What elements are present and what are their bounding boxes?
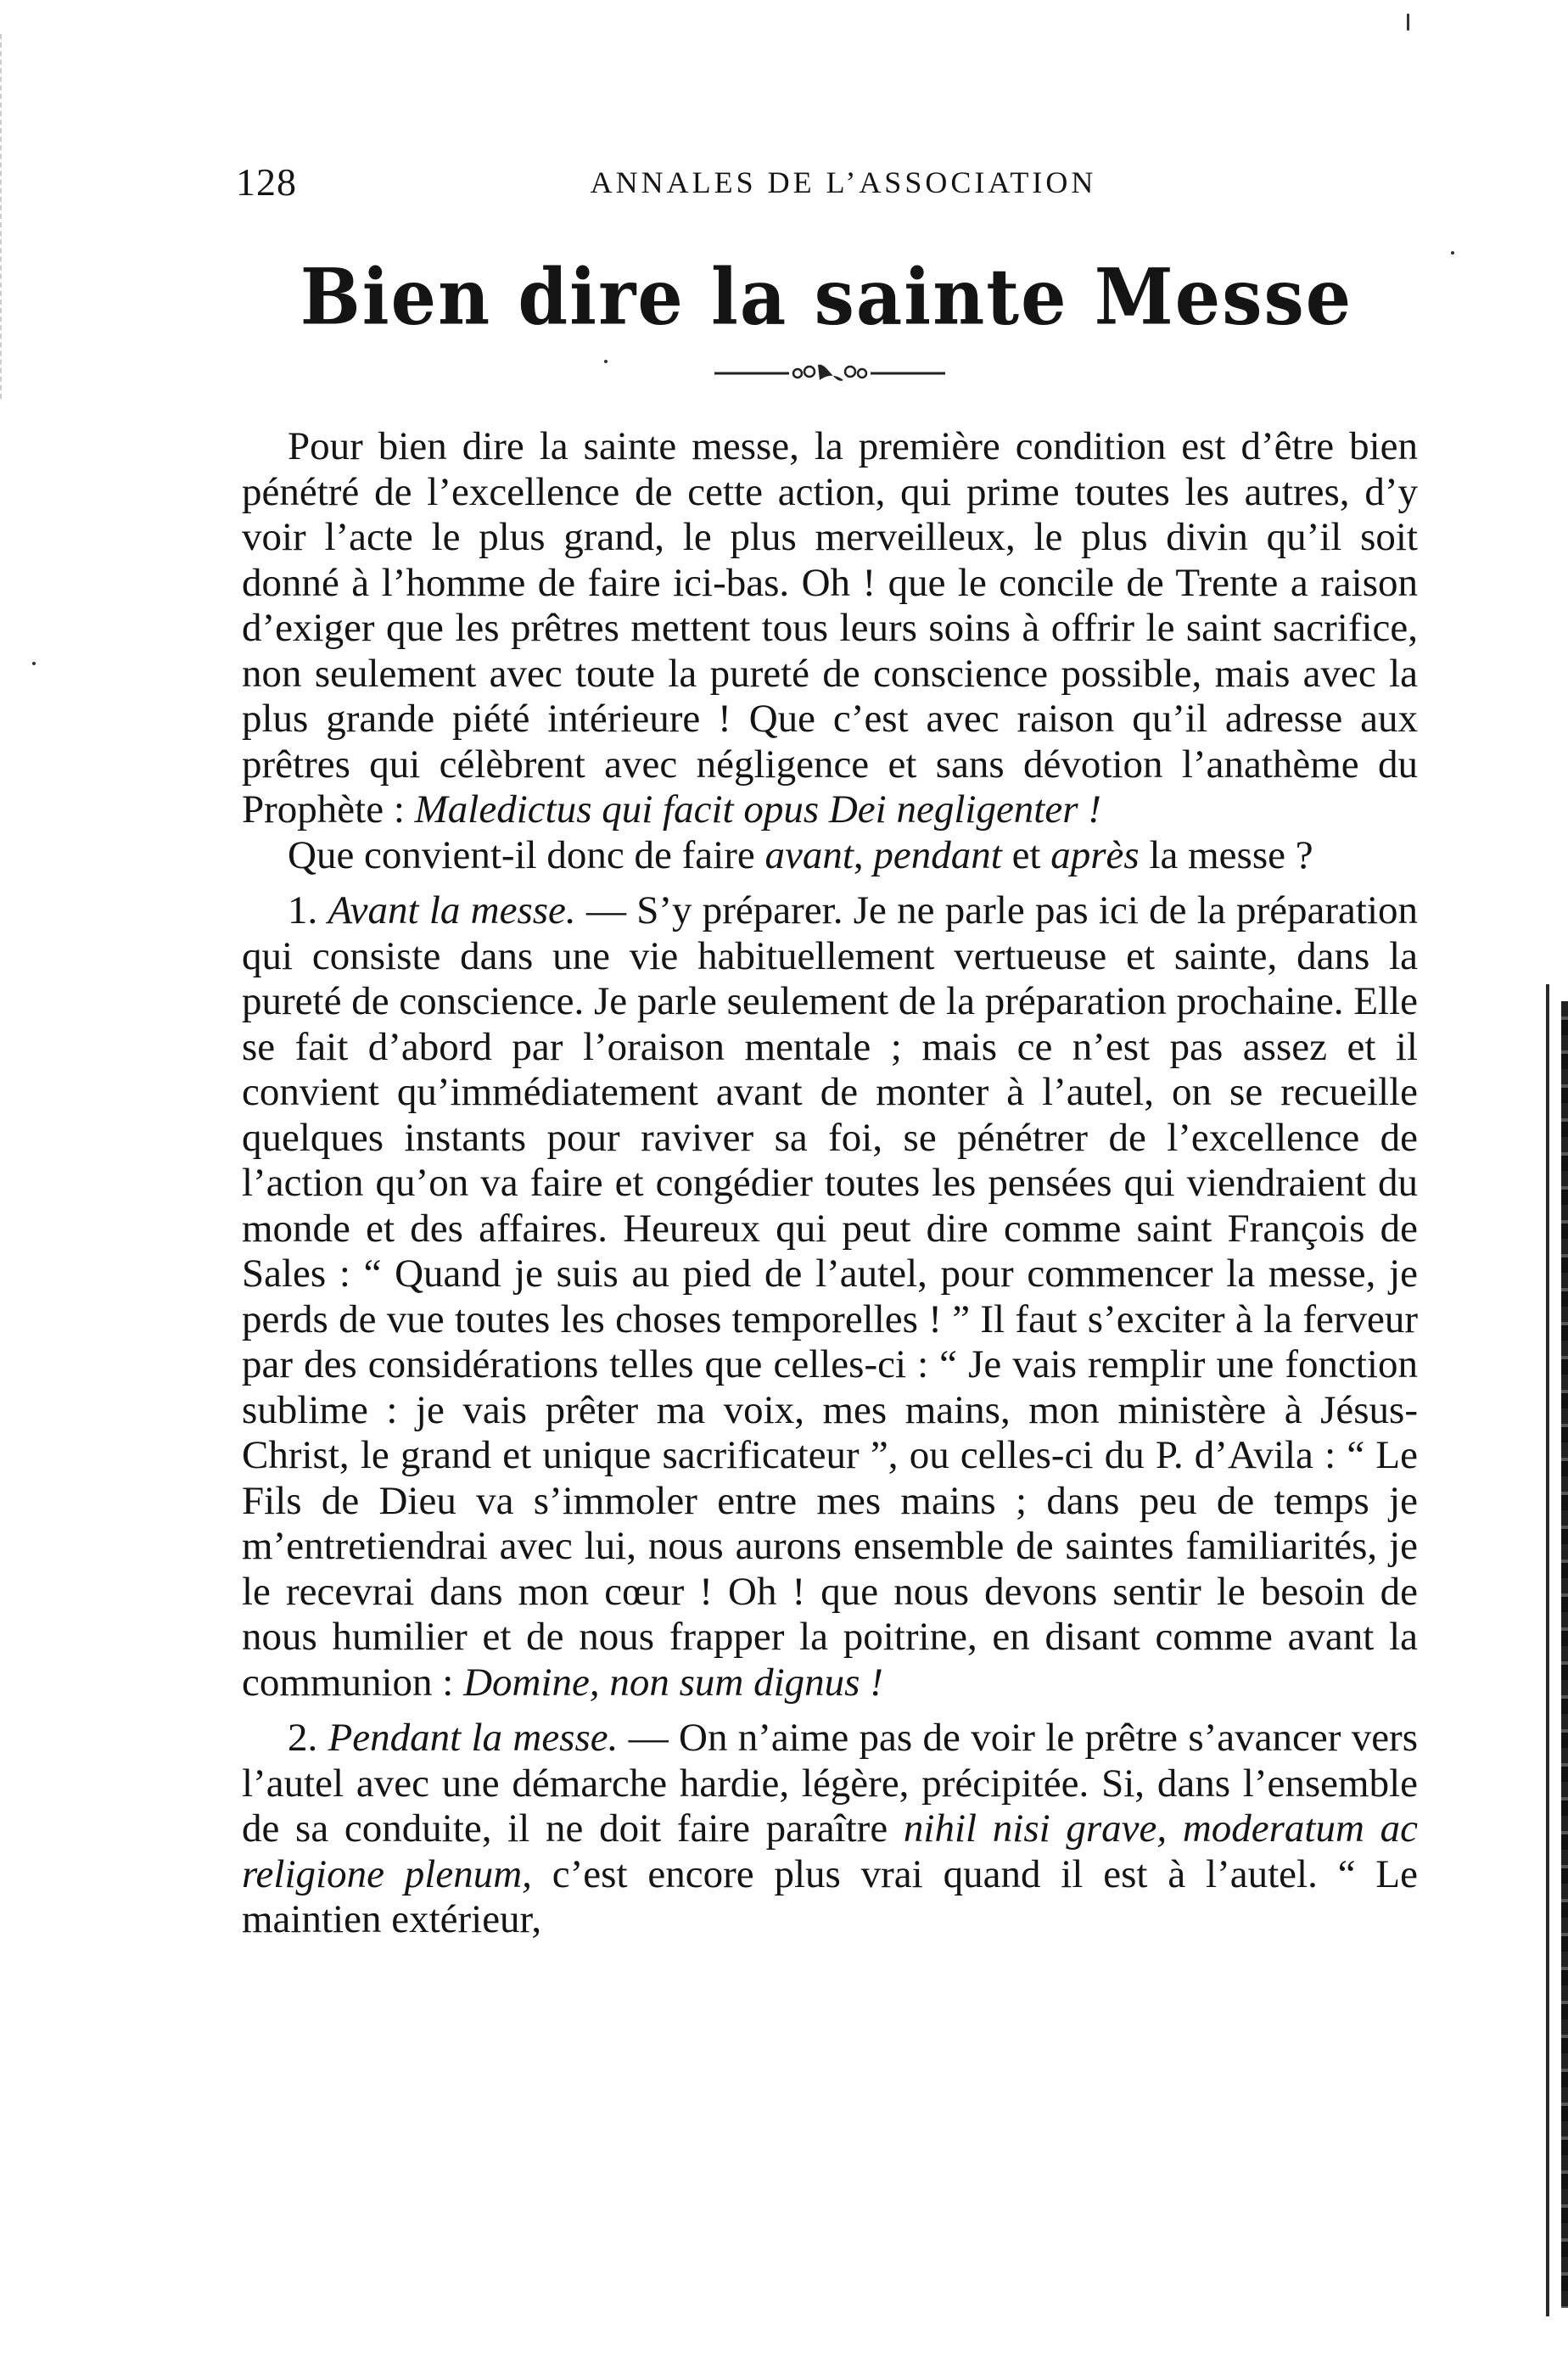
scan-speck — [32, 662, 36, 665]
scan-edge-right — [1561, 1001, 1568, 2308]
latin-quote: nihil nisi grave, moderatum ac religione plenum, — [242, 1806, 1418, 1896]
scan-speck — [1451, 251, 1454, 255]
text-run: — S’y préparer. Je ne parle pas ici de la préparation qui consiste dans une vie habituellement vertueuse et sainte, dans la pureté de conscience. Je parle seulement de la préparation prochaine. Elle se fait d’abord par l’oraison mentale ; mais ce n’est pas assez et il convient qu’immédiatement avant de monter à l’autel, on se recueille quelques instants pour raviver sa foi, se pénétrer de l’excellence de l’action qu’on va faire et congédier toutes les pensées qui viendraient du monde et des affaires. Heureux qui peut dire comme saint François de Sales : “ Quand je suis au pied de l’autel, pour commencer la messe, je perds de vue toutes les choses temporelles ! ” Il faut s’exciter à la ferveur par des considérations telles que celles-ci : “ Je vais remplir une fonction sublime : je vais prêter ma voix, mes mains, mon ministère à Jésus-Christ, le grand et unique sacrificateur ”, ou celles-ci du P. d’Avila : “ Le Fils de Dieu va s’immoler entre mes mains ; dans peu de temps je m’entretiendrai avec lui, nous aurons ensemble de saintes familiarités, je le recevrai dans mon cœur ! Oh ! que nous devons sentir le besoin de nous humilier et de nous frapper la poitrine, en disant comme avant la communion : — [242, 888, 1419, 1705]
emphasis-avant: avant — [764, 832, 854, 877]
scan-speck — [1407, 14, 1409, 31]
latin-quote: Maledictus qui facit opus Dei negligenter ! — [414, 787, 1101, 832]
text-run: c’est encore plus vrai quand il est à l’autel. “ Le maintien extérieur, — [242, 1851, 1418, 1941]
page-number: 128 — [236, 160, 297, 204]
section-number: 2. — [288, 1716, 328, 1760]
scan-edge-right-line — [1546, 984, 1549, 2316]
text-run: et — [1001, 832, 1051, 877]
running-header — [236, 160, 1417, 210]
article-body — [242, 424, 1418, 1943]
article-title: Bien dire la sainte Messe — [300, 251, 1353, 342]
text-run: Pour bien dire la sainte messe, la première condition est d’être bien pénétré de l’excellence de cette action, qui prime toutes les autres, d’y voir l’acte le plus grand, le plus merveilleux, le plus divin qu’il soit donné à l’homme de faire ici-bas. Oh ! que le concile de Trente a raison d’exiger que les prêtres mettent tous leurs soins à offrir le saint sacrifice, non seulement avec toute la pureté de conscience possible, mais avec la plus grande piété intérieure ! Que c’est avec raison qu’il adresse aux prêtres qui célèbrent avec négligence et sans dévotion l’anathème du Prophète : — [242, 424, 1418, 832]
text-run: , — [853, 832, 874, 877]
running-title: ANNALES DE L’ASSOCIATION — [590, 165, 1097, 199]
text-run: la messe ? — [1139, 832, 1313, 877]
text-run: Que convient-il donc de faire — [288, 832, 765, 877]
section-heading: Pendant la messe. — [328, 1716, 619, 1760]
paragraph-question — [242, 833, 1418, 879]
paragraph-section-1 — [242, 888, 1418, 1705]
paragraph-intro — [242, 424, 1418, 833]
scan-edge-left — [0, 34, 14, 399]
section-heading: Avant la messe. — [328, 888, 576, 932]
decorative-rule-icon — [711, 356, 949, 390]
latin-quote: Domine, non sum dignus ! — [463, 1660, 883, 1705]
section-number: 1. — [288, 888, 328, 932]
paragraph-section-2 — [242, 1716, 1418, 1943]
emphasis-apres: après — [1050, 832, 1140, 877]
emphasis-pendant: pendant — [873, 832, 1002, 877]
text-run: — On n’aime pas de voir le prêtre s’avancer vers l’autel avec une démarche hardie, légère, précipitée. Si, dans l’ensemble de sa conduite, il ne doit faire paraître — [242, 1716, 1418, 1851]
scan-speck — [604, 360, 608, 363]
